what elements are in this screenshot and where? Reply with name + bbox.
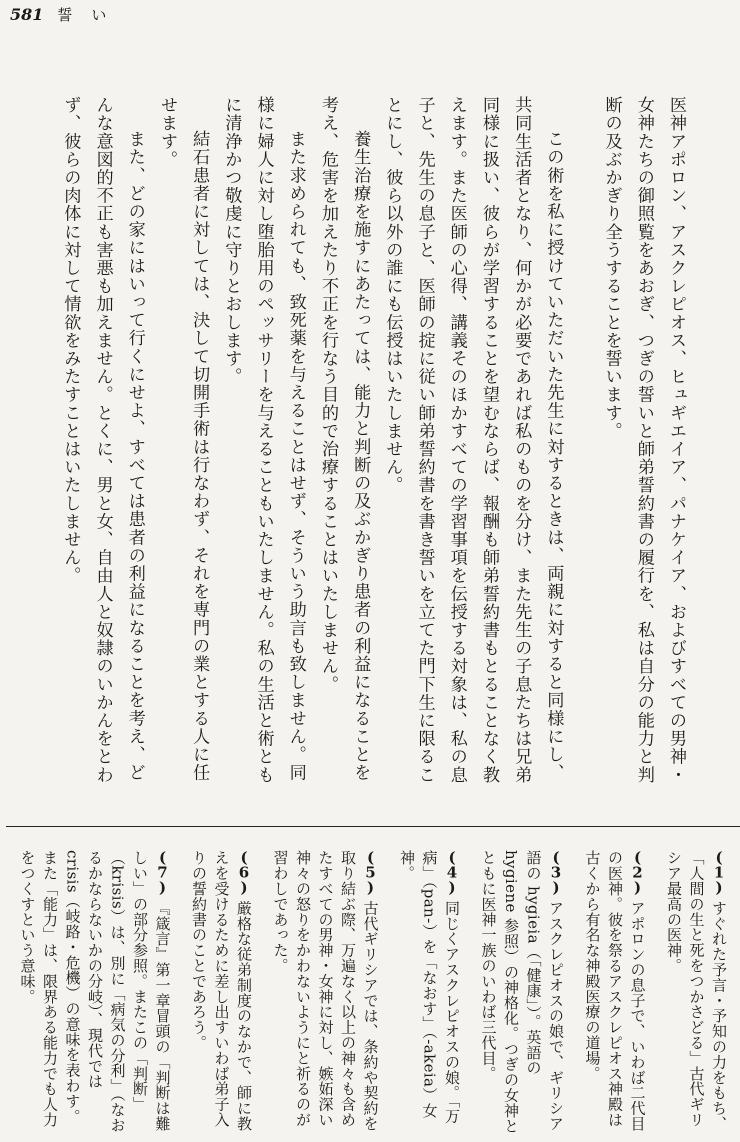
oath-paragraph-2: この術を私に授けていただいた先生に対するときは、両親に対すると同様にし、共同生活者となり、何かが必要であれば私のものを分け、また先生の子息たちは兄弟同様に扱い、彼らが学習することを望むならば、報酬も師弟誓約書もとることなく教えます。また医師の心得、講義そのほかすべての学習事項を伝授する対象は、私の息子と、先生の息子と、医師の掟に従い師弟誓約書を書き誓いを立てた門下生に限ることにし、彼ら以外の誰にも伝授はいたしません。 [382, 96, 564, 784]
footnote-5 [269, 850, 382, 1135]
footnote-mark: (7) [157, 850, 168, 895]
oath-paragraph-3: 養生治療を施すにあたっては、能力と判断の及ぶかぎり患者の利益になることを考え、危害を加えたり不正を行なう目的で治療することはいたしません。 [317, 96, 371, 782]
oath-paragraph-1: 医神アポロン、アスクレピオス、ヒュギエイア、パナケイア、およびすべての男神・女神たちの御照覧をあおぎ、つぎの誓いと師弟誓約書の履行を、私は自分の能力と判断の及ぶかぎり全うすることを誓います。 [601, 96, 686, 784]
oath-body [2, 96, 692, 786]
footnote-text: 古代ギリシアでは、条約や契約を取り結ぶ際、万遍なく以上の神々も含めたすべての男神・女神に対し、嫉妬深い神々の怒りをかわないようにと祈るのが習わしであった。 [271, 850, 380, 1132]
running-head: 誓 い [57, 6, 109, 24]
oath-paragraph-6: また、どの家にはいって行くにせよ、すべては患者の利益になることを考え、どんな意図的不正も害悪も加えません。とくに、男と女、自由人と奴隷のいかんをとわず、彼らの肉体に対して情欲をみたすことはいたしません。 [60, 96, 145, 784]
footnote-mark: (5) [365, 850, 376, 895]
footnote-mark: (3) [550, 850, 562, 895]
footnote-text: 厳格な従弟制度のなかで、師に教えを受けるために差し出すいわば弟子入りの誓約書のことであろう。 [190, 850, 253, 1132]
footnote-text: 同じくアスクレピオスの娘。「万病」（pan-）を「なおす」（-akeia）女神。 [398, 850, 461, 1124]
footnote-4 [396, 850, 464, 1135]
footnote-6 [188, 850, 256, 1135]
footnote-2 [581, 850, 649, 1135]
footnote-7 [16, 850, 174, 1135]
footnote-text: アポロンの息子で、いわば二代目の医神。彼を祭るアスクレピオス神殿は古くから有名な神殿医療の道場。 [583, 850, 647, 1132]
footnote-text: すぐれた予言・予知の力をもち、「人間の生と死をつかさどる」古代ギリシア最高の医神。 [665, 850, 728, 1132]
oath-paragraph-4: また求められても、致死薬を与えることはせず、そういう助言も致しません。同様に婦人に対し堕胎用のペッサリーを与えることもいたしません。私の生活と術ともに清浄かつ敬虔に守りとおします。 [221, 96, 306, 784]
footnote-mark: (2) [632, 850, 643, 895]
footnote-3 [477, 850, 567, 1135]
footnote-mark: (4) [446, 850, 458, 895]
footnotes [0, 850, 730, 1135]
footnote-1 [663, 850, 731, 1135]
page-number: 581 [10, 5, 44, 24]
page-header [10, 4, 108, 32]
footnote-mark: (1) [713, 850, 725, 895]
oath-paragraph-5: 結石患者に対しては、決して切開手術は行なわず、それを専門の業とする人に任せます。 [156, 96, 210, 782]
footnote-mark: (6) [238, 850, 250, 895]
footnote-text: アスクレピオスの娘で、ギリシア語の hygieia（「健康」）。英語の hygiene 参照）の神格化。つぎの女神とともに医神一族のいわば三代目。 [479, 850, 565, 1134]
footnote-divider [6, 826, 740, 827]
footnote-text: 『箴言』第一章冒頭の「判断は難しい」の部分参照。またこの「判断」（krisis）は、別に「病気の分利」（なおるかならないかの分岐）、現代では crisis（岐路・危機）の意味を表わす。また「能力」は、限界ある能力でも人力をつくすという意味。 [18, 850, 172, 1133]
